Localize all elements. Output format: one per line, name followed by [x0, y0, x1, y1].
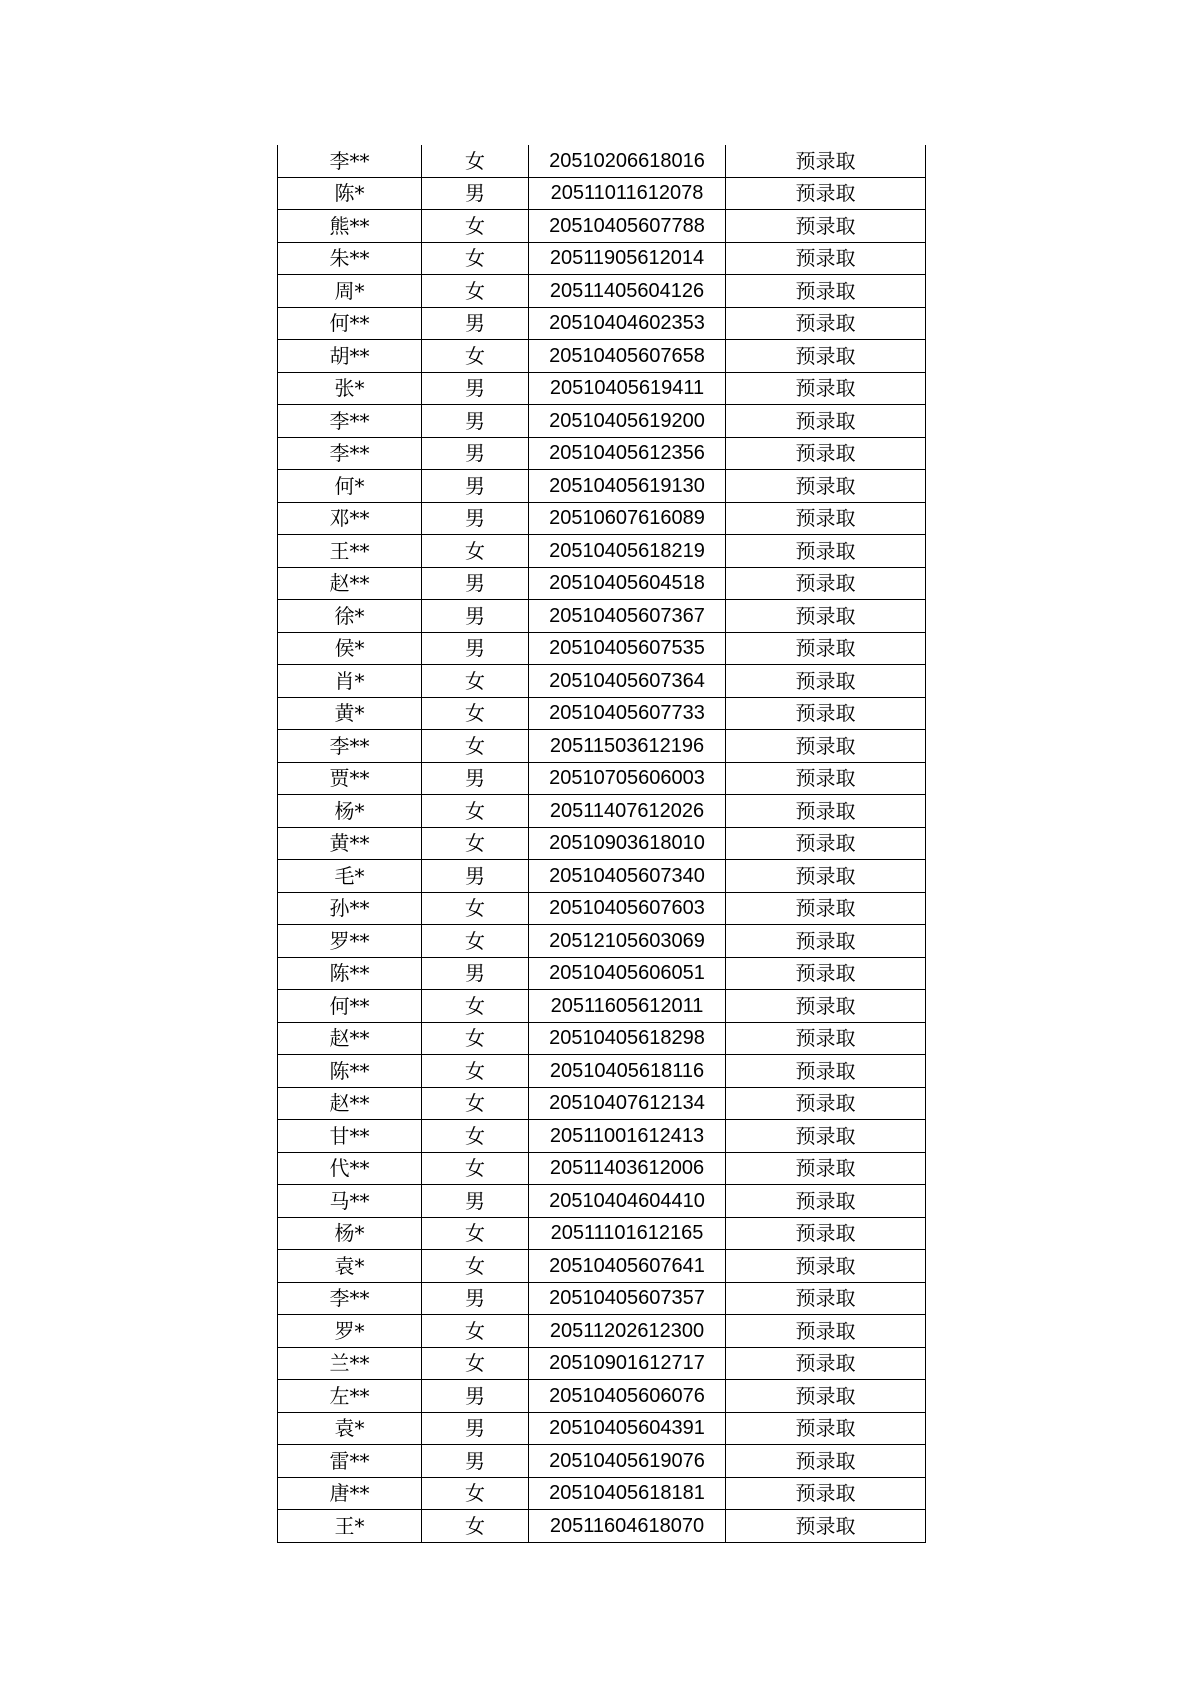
name-cell: 贾**	[278, 762, 422, 795]
candidate-id-cell: 20510901612717	[529, 1347, 726, 1380]
status-cell: 预录取	[726, 1022, 926, 1055]
name-cell: 陈**	[278, 1055, 422, 1088]
gender-cell: 女	[422, 730, 529, 763]
status-cell: 预录取	[726, 145, 926, 177]
name-cell: 毛*	[278, 860, 422, 893]
status-cell: 预录取	[726, 437, 926, 470]
gender-cell: 男	[422, 307, 529, 340]
name-cell: 黄*	[278, 697, 422, 730]
table-row	[278, 340, 926, 373]
status-cell: 预录取	[726, 470, 926, 503]
name-cell: 邓**	[278, 502, 422, 535]
gender-cell: 男	[422, 860, 529, 893]
table-row	[278, 1347, 926, 1380]
gender-cell: 男	[422, 762, 529, 795]
status-cell: 预录取	[726, 1250, 926, 1283]
name-cell: 李**	[278, 1282, 422, 1315]
table-row	[278, 795, 926, 828]
candidate-id-cell: 20510405607788	[529, 210, 726, 243]
table-row	[278, 1315, 926, 1348]
gender-cell: 男	[422, 1412, 529, 1445]
candidate-id-cell: 20510405607364	[529, 665, 726, 698]
name-cell: 何*	[278, 470, 422, 503]
table-row	[278, 860, 926, 893]
status-cell: 预录取	[726, 1282, 926, 1315]
status-cell: 预录取	[726, 1120, 926, 1153]
name-cell: 袁*	[278, 1412, 422, 1445]
candidate-id-cell: 20511503612196	[529, 730, 726, 763]
status-cell: 预录取	[726, 632, 926, 665]
admission-table	[277, 145, 926, 1543]
status-cell: 预录取	[726, 1217, 926, 1250]
table-row	[278, 1412, 926, 1445]
status-cell: 预录取	[726, 990, 926, 1023]
table-row	[278, 307, 926, 340]
gender-cell: 女	[422, 697, 529, 730]
candidate-id-cell: 20510405604518	[529, 567, 726, 600]
candidate-id-cell: 20511605612011	[529, 990, 726, 1023]
status-cell: 预录取	[726, 1347, 926, 1380]
gender-cell: 男	[422, 372, 529, 405]
candidate-id-cell: 20510903618010	[529, 827, 726, 860]
name-cell: 何**	[278, 307, 422, 340]
gender-cell: 女	[422, 210, 529, 243]
status-cell: 预录取	[726, 307, 926, 340]
name-cell: 李**	[278, 145, 422, 177]
status-cell: 预录取	[726, 762, 926, 795]
status-cell: 预录取	[726, 1185, 926, 1218]
gender-cell: 男	[422, 1185, 529, 1218]
gender-cell: 女	[422, 340, 529, 373]
gender-cell: 男	[422, 437, 529, 470]
name-cell: 代**	[278, 1152, 422, 1185]
table-row	[278, 437, 926, 470]
table-row	[278, 1087, 926, 1120]
name-cell: 唐**	[278, 1477, 422, 1510]
status-cell: 预录取	[726, 957, 926, 990]
status-cell: 预录取	[726, 275, 926, 308]
status-cell: 预录取	[726, 600, 926, 633]
gender-cell: 女	[422, 1120, 529, 1153]
candidate-id-cell: 20510405618219	[529, 535, 726, 568]
candidate-id-cell: 20510405606076	[529, 1380, 726, 1413]
name-cell: 陈*	[278, 177, 422, 210]
table-row	[278, 242, 926, 275]
name-cell: 马**	[278, 1185, 422, 1218]
status-cell: 预录取	[726, 177, 926, 210]
candidate-id-cell: 20510405604391	[529, 1412, 726, 1445]
name-cell: 赵**	[278, 1022, 422, 1055]
status-cell: 预录取	[726, 1152, 926, 1185]
table-row	[278, 1152, 926, 1185]
table-row	[278, 892, 926, 925]
name-cell: 陈**	[278, 957, 422, 990]
name-cell: 赵**	[278, 1087, 422, 1120]
name-cell: 周*	[278, 275, 422, 308]
gender-cell: 女	[422, 827, 529, 860]
table-row	[278, 665, 926, 698]
gender-cell: 女	[422, 275, 529, 308]
table-row	[278, 827, 926, 860]
gender-cell: 女	[422, 145, 529, 177]
gender-cell: 女	[422, 1250, 529, 1283]
name-cell: 张*	[278, 372, 422, 405]
candidate-id-cell: 20510405606051	[529, 957, 726, 990]
status-cell: 预录取	[726, 827, 926, 860]
status-cell: 预录取	[726, 892, 926, 925]
status-cell: 预录取	[726, 567, 926, 600]
candidate-id-cell: 20510405619076	[529, 1445, 726, 1478]
gender-cell: 女	[422, 1347, 529, 1380]
name-cell: 杨*	[278, 795, 422, 828]
table-row	[278, 1445, 926, 1478]
table-row	[278, 567, 926, 600]
gender-cell: 男	[422, 1380, 529, 1413]
status-cell: 预录取	[726, 502, 926, 535]
candidate-id-cell: 20511403612006	[529, 1152, 726, 1185]
table-row	[278, 1055, 926, 1088]
status-cell: 预录取	[726, 1315, 926, 1348]
status-cell: 预录取	[726, 1510, 926, 1543]
table-row	[278, 1217, 926, 1250]
gender-cell: 女	[422, 990, 529, 1023]
table-row	[278, 405, 926, 438]
gender-cell: 男	[422, 600, 529, 633]
candidate-id-cell: 20510405607733	[529, 697, 726, 730]
table-row	[278, 762, 926, 795]
name-cell: 甘**	[278, 1120, 422, 1153]
name-cell: 兰**	[278, 1347, 422, 1380]
name-cell: 黄**	[278, 827, 422, 860]
table-row	[278, 210, 926, 243]
name-cell: 朱**	[278, 242, 422, 275]
table-row	[278, 957, 926, 990]
status-cell: 预录取	[726, 925, 926, 958]
candidate-id-cell: 20510405607535	[529, 632, 726, 665]
table-row	[278, 177, 926, 210]
table-row	[278, 990, 926, 1023]
name-cell: 赵**	[278, 567, 422, 600]
name-cell: 侯*	[278, 632, 422, 665]
candidate-id-cell: 20510405607658	[529, 340, 726, 373]
gender-cell: 男	[422, 567, 529, 600]
table-row	[278, 730, 926, 763]
gender-cell: 女	[422, 1217, 529, 1250]
name-cell: 杨*	[278, 1217, 422, 1250]
candidate-id-cell: 20510405607367	[529, 600, 726, 633]
status-cell: 预录取	[726, 860, 926, 893]
candidate-id-cell: 20510405619200	[529, 405, 726, 438]
gender-cell: 男	[422, 1445, 529, 1478]
status-cell: 预录取	[726, 795, 926, 828]
status-cell: 预录取	[726, 372, 926, 405]
status-cell: 预录取	[726, 1412, 926, 1445]
candidate-id-cell: 20510405612356	[529, 437, 726, 470]
status-cell: 预录取	[726, 1477, 926, 1510]
gender-cell: 男	[422, 177, 529, 210]
name-cell: 罗**	[278, 925, 422, 958]
name-cell: 袁*	[278, 1250, 422, 1283]
candidate-id-cell: 20510404604410	[529, 1185, 726, 1218]
gender-cell: 女	[422, 1510, 529, 1543]
status-cell: 预录取	[726, 730, 926, 763]
table-row	[278, 502, 926, 535]
table-row	[278, 1282, 926, 1315]
gender-cell: 男	[422, 957, 529, 990]
gender-cell: 男	[422, 470, 529, 503]
candidate-id-cell: 20510405619411	[529, 372, 726, 405]
gender-cell: 男	[422, 502, 529, 535]
table-row	[278, 697, 926, 730]
table-row	[278, 372, 926, 405]
table-row	[278, 1120, 926, 1153]
name-cell: 熊**	[278, 210, 422, 243]
name-cell: 雷**	[278, 1445, 422, 1478]
candidate-id-cell: 20510407612134	[529, 1087, 726, 1120]
name-cell: 孙**	[278, 892, 422, 925]
candidate-id-cell: 20510405607603	[529, 892, 726, 925]
table-row	[278, 1250, 926, 1283]
gender-cell: 女	[422, 1022, 529, 1055]
gender-cell: 女	[422, 1152, 529, 1185]
name-cell: 胡**	[278, 340, 422, 373]
table-row	[278, 600, 926, 633]
status-cell: 预录取	[726, 697, 926, 730]
candidate-id-cell: 20511407612026	[529, 795, 726, 828]
table-row	[278, 535, 926, 568]
name-cell: 何**	[278, 990, 422, 1023]
status-cell: 预录取	[726, 665, 926, 698]
gender-cell: 女	[422, 892, 529, 925]
gender-cell: 女	[422, 1055, 529, 1088]
candidate-id-cell: 20510405618116	[529, 1055, 726, 1088]
gender-cell: 男	[422, 632, 529, 665]
table-row	[278, 632, 926, 665]
candidate-id-cell: 20510405619130	[529, 470, 726, 503]
name-cell: 罗*	[278, 1315, 422, 1348]
candidate-id-cell: 20510607616089	[529, 502, 726, 535]
candidate-id-cell: 20510405618298	[529, 1022, 726, 1055]
name-cell: 李**	[278, 405, 422, 438]
candidate-id-cell: 20510405607340	[529, 860, 726, 893]
table-row	[278, 1477, 926, 1510]
gender-cell: 女	[422, 1087, 529, 1120]
gender-cell: 女	[422, 1477, 529, 1510]
candidate-id-cell: 20510206618016	[529, 145, 726, 177]
name-cell: 左**	[278, 1380, 422, 1413]
name-cell: 王**	[278, 535, 422, 568]
gender-cell: 女	[422, 242, 529, 275]
gender-cell: 男	[422, 405, 529, 438]
table-row	[278, 145, 926, 177]
status-cell: 预录取	[726, 210, 926, 243]
candidate-id-cell: 20510405607641	[529, 1250, 726, 1283]
name-cell: 李**	[278, 730, 422, 763]
table-row	[278, 275, 926, 308]
gender-cell: 男	[422, 1282, 529, 1315]
candidate-id-cell: 20510705606003	[529, 762, 726, 795]
candidate-id-cell: 20510404602353	[529, 307, 726, 340]
candidate-id-cell: 20511604618070	[529, 1510, 726, 1543]
name-cell: 李**	[278, 437, 422, 470]
status-cell: 预录取	[726, 1055, 926, 1088]
status-cell: 预录取	[726, 1087, 926, 1120]
table-row	[278, 1185, 926, 1218]
table-row	[278, 470, 926, 503]
status-cell: 预录取	[726, 405, 926, 438]
name-cell: 徐*	[278, 600, 422, 633]
gender-cell: 女	[422, 1315, 529, 1348]
status-cell: 预录取	[726, 1380, 926, 1413]
candidate-id-cell: 20511905612014	[529, 242, 726, 275]
candidate-id-cell: 20511011612078	[529, 177, 726, 210]
admission-table-body	[278, 145, 926, 1542]
candidate-id-cell: 20510405607357	[529, 1282, 726, 1315]
gender-cell: 女	[422, 535, 529, 568]
table-row	[278, 1380, 926, 1413]
status-cell: 预录取	[726, 535, 926, 568]
candidate-id-cell: 20511101612165	[529, 1217, 726, 1250]
candidate-id-cell: 20511001612413	[529, 1120, 726, 1153]
candidate-id-cell: 20510405618181	[529, 1477, 726, 1510]
gender-cell: 女	[422, 665, 529, 698]
candidate-id-cell: 20511202612300	[529, 1315, 726, 1348]
gender-cell: 女	[422, 795, 529, 828]
name-cell: 王*	[278, 1510, 422, 1543]
gender-cell: 女	[422, 925, 529, 958]
candidate-id-cell: 20512105603069	[529, 925, 726, 958]
name-cell: 肖*	[278, 665, 422, 698]
table-row	[278, 1510, 926, 1543]
status-cell: 预录取	[726, 1445, 926, 1478]
table-row	[278, 925, 926, 958]
table-row	[278, 1022, 926, 1055]
status-cell: 预录取	[726, 340, 926, 373]
candidate-id-cell: 20511405604126	[529, 275, 726, 308]
status-cell: 预录取	[726, 242, 926, 275]
